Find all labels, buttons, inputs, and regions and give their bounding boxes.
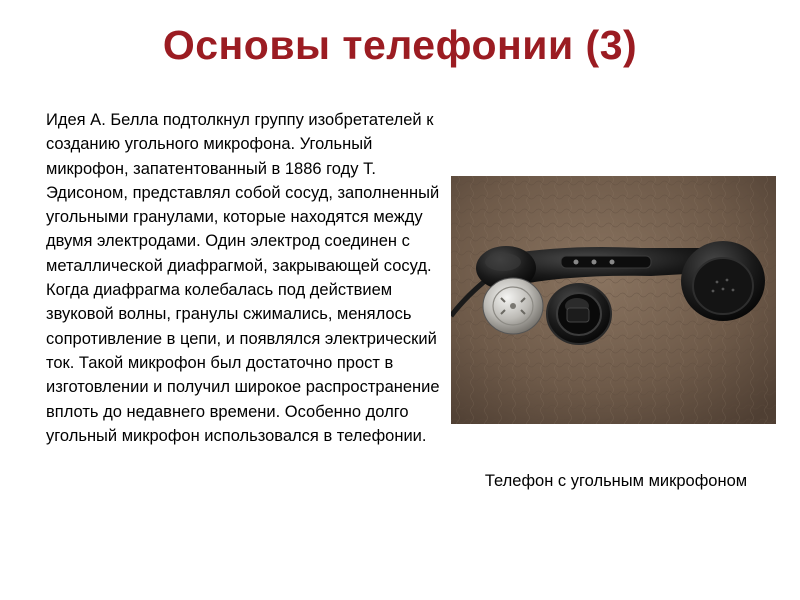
body-text: Идея А. Белла подтолкнул группу изобретателей к созданию угольного микрофона. Угольный микрофон, запатентованный в 1886 году Т. Эдисоном, представлял собой сосуд, заполненный угольными гранулами, которые находятся между двумя электродами. Один электрод соединен с металлической диафрагмой, закрывающей сосуд. Когда диафрагма колебалась под действием звуковой волны, гранулы сжимались, менялось сопротивление в цепи, и появлялся электрический ток. Такой микрофон был достаточно прост в изготовлении и получил широкое распространение вплоть до недавнего времени. Особенно долго угольный микрофон использовался в телефонии. xyxy=(46,111,440,445)
slide-title: Основы телефонии (3) xyxy=(162,22,638,68)
photo-caption: Телефон с угольным микрофоном xyxy=(484,472,748,490)
telephone-handset-photo xyxy=(451,176,776,424)
